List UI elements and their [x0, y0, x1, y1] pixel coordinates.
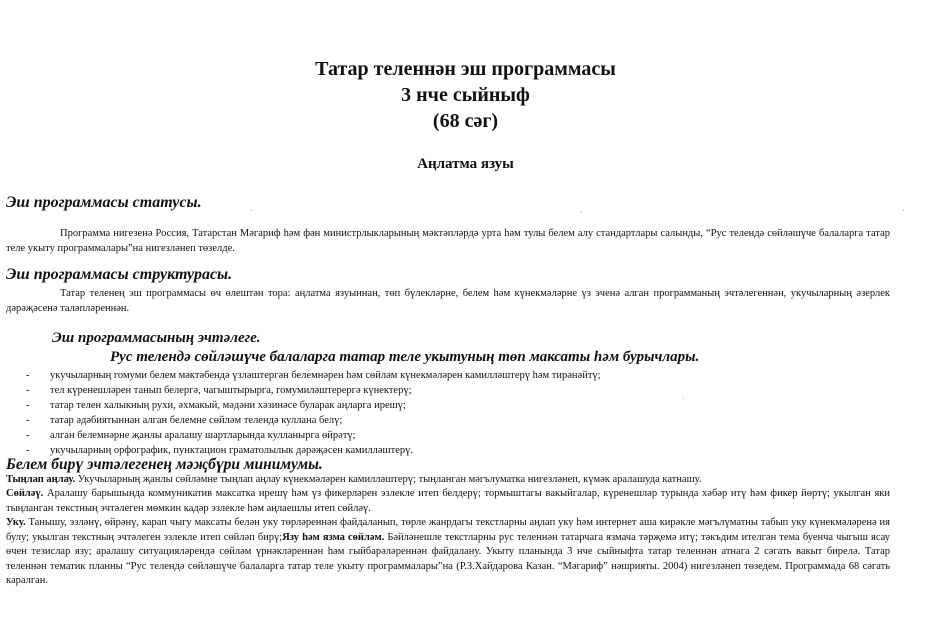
writing-label: Язу һәм язма сөйләм. — [282, 531, 385, 543]
reading-label: Уку. — [6, 517, 26, 528]
reading-paragraph — [6, 516, 890, 589]
list-item: - татар телен халыкның рухи, әхмакый, мәдәни хәзинәсе буларак аңларга ирешү; — [24, 398, 601, 413]
reading-text: Танышу, эзләнү, өйрәнү, карап чыгу максаты белән уку төрләреннән файдаланып, төрле жанрдагы текстларны аңлап уку һәм интернет аша кирәкле мәгълүматны табып уку күнекмәләренә ия булу; укылган текстның эчтәлеген эзлекле итеп сөйләп бирү; — [6, 517, 890, 543]
structure-paragraph: Татар теленең эш программасы өч өлештән тора: аңлатма язуыннан, төп бүлекләрне, белем һәм күнекмәләрне үз эченә алган программаның эчтәлегеннән, укучыларның әзерлек дәрәҗәсенә таләпләреннән. — [6, 288, 890, 314]
title-line-grade: 3 нче сыйныф — [401, 84, 530, 106]
listening-paragraph — [6, 473, 890, 488]
goals-subheading: Рус телендә сөйләшүче балаларга татар теле укытуның төп максаты һәм бурычлары. — [110, 349, 700, 365]
speaking-paragraph — [6, 487, 890, 516]
scan-speck: · — [682, 394, 685, 403]
content-heading: Эш программасының эчтәлеге. — [52, 330, 261, 346]
writing-text: Бәйләнешле текстларны рус теленнән татарчага язмача тәрҗемә итү; тәкъдим ителгән тема буенча чыгыш ясау өчен тезислар язу; аралашу ситуацияләрендә сөйләм үрнәкләреннән һәм гыйбарәләреннән файдалану. Укыту планында 3 нче сыйныфта татар теленнән атнага 2 сәгать вакыт бирелә. Татар теленнән тематик планны “Рус телендә сөйләшүче балаларга татар теле укыту программалары”на (Р.З.Хайдарова Казан. “Мәгариф” нәшрияты. 2004) нигезләнеп төзедем. Программада 68 сәгать каралган. — [6, 531, 891, 586]
list-item: - татар әдәбиятыннан алган белемне сөйләм телендә куллана белү; — [24, 413, 601, 428]
status-paragraph: Программа нигезенә Россия, Татарстан Мәгариф һәм фән министрлыкларының мәктәпләрдә урта һәм тулы белем алу стандартлары салынды, “Рус телендә сөйләшүче балаларга татар теле укыту программалары”на нигезләнеп төзелде. — [6, 228, 890, 254]
goals-list — [24, 368, 601, 458]
listening-label: Тыңлап аңлау. — [6, 474, 76, 485]
scan-speck: · — [580, 208, 583, 217]
status-heading: Эш программасы статусы. — [6, 194, 202, 211]
speaking-text: Аралашу барышында коммуникатив максатка ирешү һәм үз фикерләрен эзлекле итеп белдерү; тормыштагы вакыйгалар, күренешләр турында хәбәр итү һәм фикер йөртү; укылган яки тыңланган текстның эчтәлеген мөмкин кадәр эзлекле һәм аңлаешлы итеп сөйләү. — [6, 488, 890, 514]
annotation-heading: Аңлатма язуы — [417, 156, 514, 172]
list-item: - алган белемнәрне җанлы аралашу шартларында кулланырга өйрәтү; — [24, 428, 601, 443]
list-item: - укучыларның орфографик, пунктацион граматолылык дәрәҗәсен камилләштерү. — [24, 443, 601, 458]
minimum-heading: Белем бирү эчтәлегенең мәҗбүри минимумы. — [6, 456, 323, 473]
document-title — [0, 56, 931, 134]
speaking-label: Сөйләү. — [6, 488, 44, 499]
title-line-program: Татар теленнән эш программасы — [315, 58, 616, 80]
scan-speck: · — [250, 206, 253, 215]
list-item: - укучыларның гомуми белем мәктәбендә үзләштергән белемнәрен һәм сөйләм күнекмәләрен камилләштерү һәм тирәнәйтү; — [24, 368, 601, 383]
title-line-hours: (68 сәг) — [432, 110, 499, 132]
scan-speck: · — [902, 206, 905, 215]
listening-text: Укучыларның җанлы сөйләмне тыңлап аңлау күнекмәләрен камилләштерү; тыңланган мәгълуматка нигезләнеп, күмәк аралашуда катнашу. — [75, 474, 702, 485]
list-item: - тел күренешләрен танып белергә, чагыштырырга, гомумиләштерергә күнектерү; — [24, 383, 601, 398]
structure-heading: Эш программасы структурасы. — [6, 266, 233, 283]
